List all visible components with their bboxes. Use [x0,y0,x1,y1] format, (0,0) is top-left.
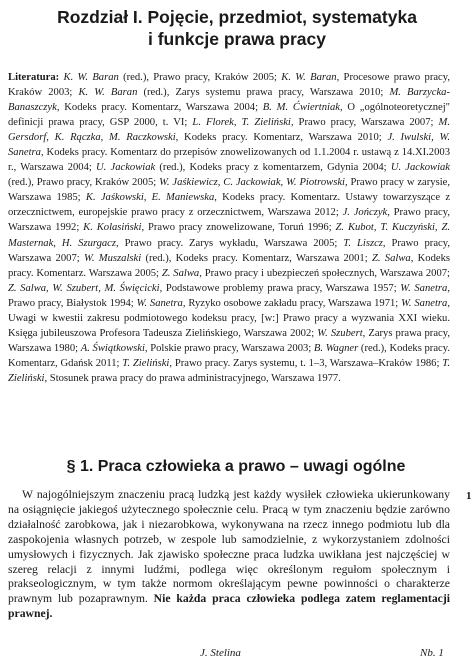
reference-author: B. M. Ćwiertniak [262,102,340,114]
reference-text: , Ryzyko osobowe zakładu pracy, Warszawa 1971; [182,297,402,309]
reference-author: M. Barzycka-Banaszczyk [8,87,450,114]
reference-author: A. Świątkowski [80,342,145,354]
reference-text: , Kodeks pracy. Komentarz do przepisów znowelizowanych od 1.1.2004 r. ustawą z 14.XI.2003 r., Warszawa 2004; [8,147,450,174]
reference-author: T. Zieliński [8,357,451,384]
reference-author: Z. Salwa, W. Szubert, M. Święcicki [8,282,160,294]
reference-text: , Prawo pracy i ubezpieczeń społecznych, Warszawa 2007; [199,267,450,279]
footer-author: J. Stelina [200,647,241,659]
reference-author: K. Jaśkowski, E. Maniewska [85,192,215,204]
reference-author: J. Iwulski, W. Sanetra [8,132,450,159]
reference-text: , Kodeks pracy. Komentarz. Ustawy towarzyszące z orzecznictwem, europejskie prawo pracy z orzecznictwem, Warszawa 2012; [8,192,451,219]
reference-text: , Prawo pracy, Warszawa 2007; [8,237,450,264]
reference-author: U. Jackowiak [96,162,156,174]
reference-text: (red.), Zarys systemu prawa pracy, Warszawa 2010; [137,87,390,99]
reference-author: Z. Salwa [371,252,411,264]
reference-author: K. W. Baran [78,87,138,99]
reference-text: (red.), Prawo pracy, Kraków 2005; [118,72,282,83]
margin-number: 1 [466,490,472,502]
chapter-title-line-2: i funkcje prawa pracy [148,29,326,49]
reference-text: , Kodeks pracy. Komentarz, Warszawa 2004; [56,102,263,114]
chapter-title [20,6,454,50]
reference-text: , Polskie prawo pracy, Warszawa 2003; [144,342,314,354]
reference-author: J. Jończyk [342,207,388,219]
reference-author: K. W. Baran [281,72,337,83]
reference-author: W. Jaśkiewicz, C. Jackowiak, W. Piotrowski [159,177,345,189]
reference-text: , O „ogólnoteoretycznej" definicji prawa pracy, GSP 2000, t. VI; [8,102,450,129]
reference-author: K. Kolasiński [83,222,142,234]
reference-text: , Prawo pracy znowelizowane, Toruń 1996; [141,222,336,234]
reference-text: , Prawo pracy. Zarys systemu, t. 1–3, Warszawa–Kraków 1986; [169,357,443,369]
reference-text: , Prawo pracy w zarysie, Warszawa 1985; [8,177,450,204]
body-paragraph [8,488,450,622]
reference-text: , Kodeks pracy. Komentarz. Warszawa 2005; [8,252,451,279]
reference-author: W. Szubert [317,327,363,339]
literature-paragraph [8,70,450,386]
reference-text: (red.), Prawo pracy, Kraków 2005; [8,177,160,189]
body-text: W najogólniejszym znaczeniu pracą ludzką jest każdy wysiłek człowieka ukierunkowany na osiągnięcie jakiegoś użytecznego społecznie celu. Pracą w tym znaczeniu będzie zarówno działalność zarobkowa, jak i niezarobkowa, wykonywana na rzecz innego podmiotu lub dla zaspokojenia własnych potrzeb, w zespole lub samodzielnie, z wykorzystaniem zdolności umysłowych i fizycznych. Jak zjawisko społeczne praca ludzka uwikłana jest najczęściej w szereg relacji z innymi ludźmi, podlega więc określonym regułom społecznym i prakseologicznym, w tym także normom określającym pewne powinności o charakterze prawnym lub pozaprawnym. [8,488,450,606]
footer-margin-number: Nb. 1 [420,647,444,659]
reference-text: , Podstawowe problemy prawa pracy, Warszawa 1957; [159,282,401,294]
chapter-title-line-1: Rozdział I. Pojęcie, przedmiot, systematyka [57,7,417,27]
reference-author: T. Liszcz [343,237,383,249]
reference-text: , Prawo pracy, Białystok 1994; [8,282,450,309]
reference-text: , Procesowe prawo pracy, Kraków 2003; [8,72,451,99]
reference-author: W. Sanetra [136,297,183,309]
reference-author: Z. Salwa [161,267,200,279]
reference-text: , Kodeks pracy. Komentarz, Warszawa 2010; [175,132,388,144]
reference-text: , Stosunek prawa pracy do prawa administracyjnego, Warszawa 1977. [44,372,341,384]
reference-author: T. Zieliński [122,357,170,369]
reference-author: L. Florek, T. Zieliński [192,117,291,129]
literature-references [8,72,450,384]
section-title: § 1. Praca człowieka a prawo – uwagi ogólne [66,458,406,475]
reference-author: Z. Kubot, T. Kuczyński, Z. Masternak, H. Szurgacz [8,222,450,249]
reference-author: W. Sanetra [400,282,448,294]
reference-author: K. W. Baran [63,72,119,83]
reference-text: , Zarys prawa pracy, Warszawa 1980; [8,327,450,354]
reference-author: U. Jackowiak [390,162,451,174]
reference-author: M. Gersdorf, K. Rączka, M. Raczkowski [8,117,450,144]
body-bold-sentence: Nie każda praca człowieka podlega zatem reglamentacji prawnej. [8,592,450,621]
reference-text: , Prawo pracy. Zarys wykładu, Warszawa 2005; [116,237,344,249]
reference-author: W. Muszalski [84,252,142,264]
reference-text: , Uwagi w kwestii zakresu podmiotowego kodeksu pracy, [w:] Prawo pracy a wyzwania XXI wieku. Księga jubileuszowa Profesora Tadeusza Zielińskiego, Warszawa 2002; [8,297,450,339]
reference-author: B. Wagner [313,342,359,354]
reference-text: (red.), Kodeks pracy. Komentarz, Gdańsk 2011; [8,342,450,369]
reference-text: (red.), Kodeks pracy. Komentarz, Warszawa 2001; [141,252,372,264]
literature-label: Literatura: [8,72,60,83]
reference-text: , Prawo pracy, Warszawa 1992; [8,207,451,234]
reference-text: (red.), Kodeks pracy z komentarzem, Gdynia 2004; [155,162,391,174]
reference-author: W. Sanetra [401,297,448,309]
reference-text: , Prawo pracy, Warszawa 2007; [290,117,439,129]
